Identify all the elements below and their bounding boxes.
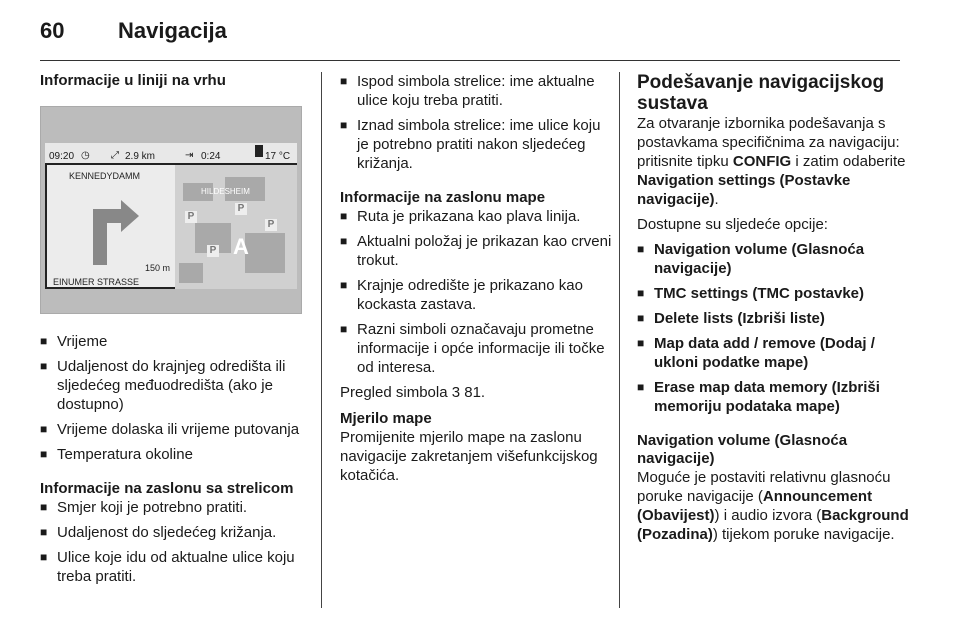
- header-rule: [40, 60, 900, 61]
- map-scale-text: Promijenite mjerilo mape na zaslonu navigacije zakretanjem višefunkcijskog kotačića.: [340, 429, 598, 484]
- time-readout: 09:20: [49, 151, 75, 162]
- page-title: Navigacija: [118, 18, 227, 43]
- map-screen-list: [340, 207, 612, 377]
- nav-top-bar: [45, 143, 297, 165]
- top-line-heading: Informacije u liniji na vrhu: [40, 72, 226, 89]
- city-label: HILDESHEIM: [201, 187, 250, 196]
- list-item: ■ Ispod simbola strelice: ime aktualne ulice koju treba pratiti.: [340, 72, 612, 110]
- map-screen-heading: Informacije na zaslonu mape: [340, 189, 546, 206]
- column-separator-2: [619, 72, 620, 608]
- distance-icon: ⤢: [111, 150, 119, 161]
- option-item: ■ Erase map data memory (Izbriši memoriju podataka mape): [637, 378, 909, 416]
- arrow-screen-list-cont: [340, 72, 612, 173]
- turn-arrow-icon-head: [121, 200, 139, 232]
- destination-marker: A: [233, 234, 249, 259]
- list-item: ■ Ruta je prikazana kao plava linija.: [340, 207, 612, 226]
- arrow-screen-heading: Informacije na zaslonu sa strelicom: [40, 480, 294, 497]
- top-line-list: [40, 332, 310, 464]
- list-item: ■ Ulice koje idu od aktualne ulice koju treba pratiti.: [40, 548, 310, 586]
- distance-readout: 2.9 km: [125, 151, 156, 162]
- option-item: ■ Navigation volume (Glasnoća navigacije): [637, 240, 909, 278]
- temperature-readout: 17 °C: [265, 151, 291, 162]
- list-item: ■ Iznad simbola strelice: ime ulice koju je potrebno pratiti nakon sljedećeg križanja.: [340, 116, 612, 173]
- page-reference-link[interactable]: 81.: [464, 384, 486, 401]
- arrival-readout: 0:24: [201, 151, 221, 162]
- map-scale-heading: Mjerilo mape: [340, 410, 432, 427]
- list-item: ■ Vrijeme dolaska ili vrijeme putovanja: [40, 420, 310, 439]
- options-intro: Dostupne su sljedeće opcije:: [637, 216, 828, 233]
- settings-heading: Podešavanje navigacijskog sustava: [637, 72, 885, 114]
- poi-icon: P: [235, 203, 247, 215]
- street-label-top: KENNEDYDAMM: [69, 171, 141, 181]
- navigation-volume-text: Moguće je postaviti relativnu glasnoću poruke navigacije (Announcement (Obavijest)) i audio izvora (Background (Pozadina)) tijekom poruke navigacije.: [637, 469, 909, 543]
- symbol-overview-reference: Pregled simbola 3 81.: [340, 384, 486, 401]
- clock-icon: ◷: [81, 150, 90, 161]
- navigation-settings-label: Navigation settings (Postavke navigacije): [637, 172, 851, 208]
- config-key-label: CONFIG: [732, 153, 792, 170]
- navigation-screen-illustration: [40, 106, 302, 314]
- column-3: [637, 72, 909, 544]
- list-item: ■ Razni simboli označavaju prometne informacije i opće informacije ili točke od interesa.: [340, 320, 612, 377]
- column-separator-1: [321, 72, 322, 608]
- list-item: ■ Vrijeme: [40, 332, 310, 351]
- poi-icon: P: [207, 245, 219, 257]
- option-item: ■ Map data add / remove (Dodaj / ukloni podatke mape): [637, 334, 909, 372]
- column-2: [340, 72, 612, 485]
- street-label-bottom: EINUMER STRASSE: [53, 277, 140, 287]
- turn-arrow-icon-stem: [93, 209, 123, 223]
- option-item: ■ TMC settings (TMC postavke): [637, 284, 909, 303]
- list-item: ■ Udaljenost do sljedećeg križanja.: [40, 523, 310, 542]
- list-item: ■ Udaljenost do krajnjeg odredišta ili sljedećeg međuodredišta (ako je dostupno): [40, 357, 310, 414]
- poi-icon: P: [265, 219, 277, 231]
- options-list: [637, 240, 909, 416]
- page-number: 60: [40, 18, 65, 43]
- poi-icon: P: [185, 211, 197, 223]
- navigation-volume-heading: Navigation volume (Glasnoća navigacije): [637, 432, 848, 467]
- option-item: ■ Delete lists (Izbriši liste): [637, 309, 909, 328]
- list-item: ■ Temperatura okoline: [40, 445, 310, 464]
- list-item: ■ Aktualni položaj je prikazan kao crveni trokut.: [340, 232, 612, 270]
- arrival-icon: ⇥: [185, 150, 194, 161]
- list-item: ■ Krajnje odredište je prikazano kao kockasta zastava.: [340, 276, 612, 314]
- turn-distance: 150 m: [145, 263, 171, 273]
- page-reference-icon: 3: [451, 384, 461, 401]
- thermometer-icon: [255, 145, 263, 157]
- arrow-screen-list: [40, 498, 310, 586]
- settings-intro: Za otvaranje izbornika podešavanja s postavkama specifičnima za navigaciju: pritisnite tipku CONFIG i zatim odaberite Navigation settings (Postavke navigacije).: [637, 115, 906, 208]
- column-1: [40, 72, 310, 592]
- list-item: ■ Smjer koji je potrebno pratiti.: [40, 498, 310, 517]
